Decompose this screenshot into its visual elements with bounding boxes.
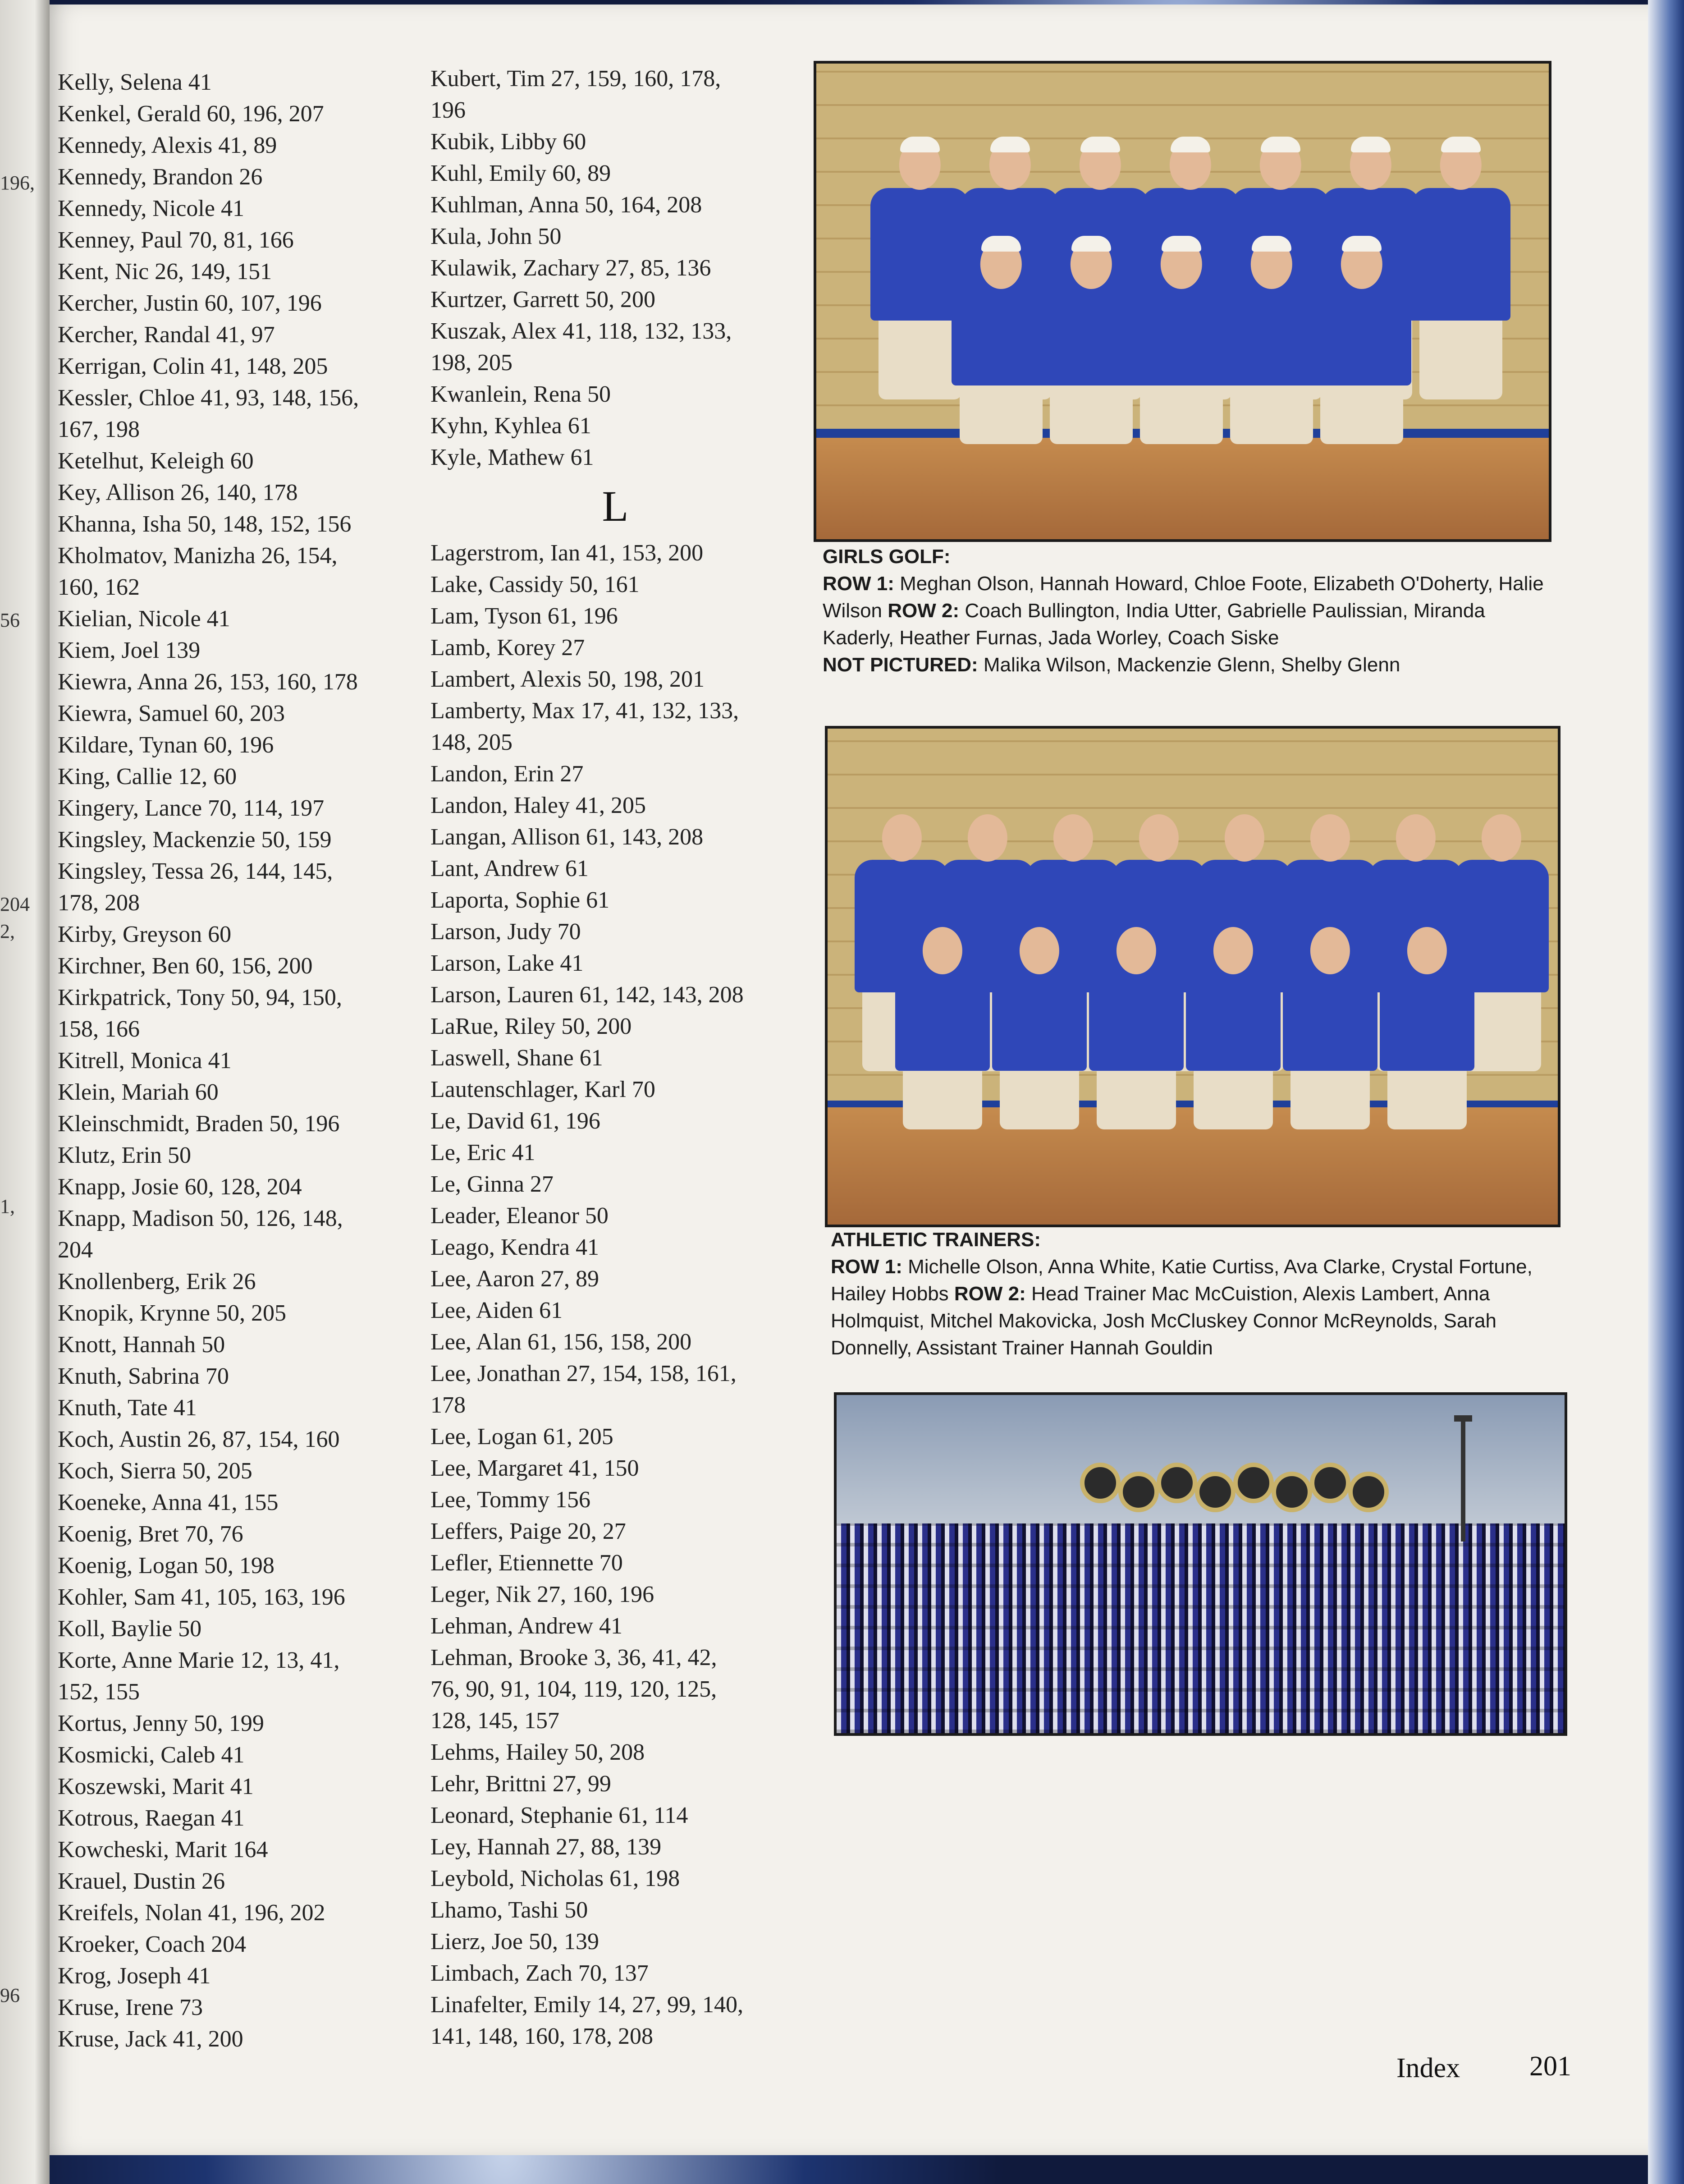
caption-title: GIRLS GOLF:	[823, 546, 951, 568]
girls-golf-caption	[823, 543, 1553, 679]
index-entry: Kula, John 50	[430, 224, 562, 249]
index-entry: Kohler, Sam 41, 105, 163, 196	[58, 1584, 345, 1610]
index-entry: Kubert, Tim 27, 159, 160, 178,	[430, 66, 721, 92]
index-entry: Lehman, Brooke 3, 36, 41, 42,	[430, 1645, 717, 1670]
index-entry: Kiewra, Anna 26, 153, 160, 178	[58, 669, 358, 695]
index-entry: Knollenberg, Erik 26	[58, 1269, 256, 1294]
index-entry: Knopik, Krynne 50, 205	[58, 1300, 286, 1326]
caption-row-label: ROW 1:	[831, 1256, 902, 1278]
sousaphone-bell	[1080, 1463, 1121, 1503]
index-entry: Kenkel, Gerald 60, 196, 207	[58, 101, 324, 127]
index-entry: Lant, Andrew 61	[430, 856, 589, 881]
photo-figure	[1411, 140, 1510, 456]
index-entry: Kielian, Nicole 41	[58, 606, 230, 632]
index-entry: Lee, Logan 61, 205	[430, 1424, 613, 1450]
index-column-k-l	[430, 63, 800, 2052]
index-entry: Lee, Jonathan 27, 154, 158, 161,	[430, 1361, 737, 1386]
index-entry: 198, 205	[430, 350, 513, 376]
photo-figure	[895, 927, 990, 1161]
athletic-trainers-caption	[831, 1226, 1561, 1362]
index-entry: King, Callie 12, 60	[58, 764, 237, 789]
index-entry: Linafelter, Emily 14, 27, 99, 140,	[430, 1992, 744, 2018]
margin-fragment: 2,	[0, 920, 15, 942]
page-edge	[1648, 0, 1684, 2184]
index-entry: Ketelhut, Keleigh 60	[58, 448, 254, 474]
index-entry: Kelly, Selena 41	[58, 69, 212, 95]
photo-figure	[1042, 239, 1141, 474]
index-entry: 141, 148, 160, 178, 208	[430, 2023, 653, 2049]
marching-band-photo	[834, 1392, 1567, 1736]
sousaphone-bell	[1195, 1472, 1236, 1512]
index-entry: 178, 208	[58, 890, 140, 916]
margin-fragment: 56	[0, 609, 20, 631]
margin-fragment: 204	[0, 893, 30, 915]
index-entry: Kuhl, Emily 60, 89	[430, 161, 611, 186]
index-entry: 167, 198	[58, 417, 140, 442]
index-entry: Lehman, Andrew 41	[430, 1613, 623, 1639]
footer-section-name: Index	[1396, 2053, 1460, 2083]
margin-fragment: 196,	[0, 172, 35, 194]
index-entry: Koch, Austin 26, 87, 154, 160	[58, 1427, 340, 1452]
index-entry: Langan, Allison 61, 143, 208	[430, 824, 704, 850]
page-number: 201	[1529, 2051, 1571, 2082]
caption-row-names: Meghan Olson, Hannah Howard, Chloe Foote, Elizabeth O'Doherty, Halie Wilson	[823, 573, 1544, 622]
index-entry: Koenig, Logan 50, 198	[58, 1553, 275, 1578]
index-entry: Kruse, Jack 41, 200	[58, 2026, 243, 2052]
index-entry: Kuhlman, Anna 50, 164, 208	[430, 192, 702, 218]
index-entry: Kyle, Mathew 61	[430, 445, 594, 470]
index-entry: Kildare, Tynan 60, 196	[58, 732, 274, 758]
photo-figure	[952, 239, 1051, 474]
index-entry: Lee, Margaret 41, 150	[430, 1455, 639, 1481]
girls-golf-photo	[814, 61, 1551, 542]
index-entry: Krauel, Dustin 26	[58, 1868, 225, 1894]
index-entry: Leger, Nik 27, 160, 196	[430, 1582, 654, 1607]
caption-title: ATHLETIC TRAINERS:	[831, 1229, 1041, 1251]
caption-row-label: NOT PICTURED:	[823, 654, 978, 676]
index-entry: Kingery, Lance 70, 114, 197	[58, 795, 325, 821]
index-entry: Klutz, Erin 50	[58, 1142, 192, 1168]
index-entry: Kulawik, Zachary 27, 85, 136	[430, 255, 711, 281]
index-entry: Kirchner, Ben 60, 156, 200	[58, 953, 313, 979]
index-entry: Kennedy, Alexis 41, 89	[58, 133, 277, 158]
index-entry: Kirby, Greyson 60	[58, 922, 232, 947]
index-entry: Knapp, Josie 60, 128, 204	[58, 1174, 302, 1200]
sousaphone-bell	[1348, 1472, 1389, 1512]
index-entry: Lhamo, Tashi 50	[430, 1897, 588, 1923]
photo-figure	[1222, 239, 1321, 474]
index-entry: Lamberty, Max 17, 41, 132, 133,	[430, 698, 739, 724]
index-entry: Kwanlein, Rena 50	[430, 381, 611, 407]
photo-figure	[1380, 927, 1474, 1161]
index-entry: Kiem, Joel 139	[58, 638, 201, 663]
index-entry: 76, 90, 91, 104, 119, 120, 125,	[430, 1676, 717, 1702]
sousaphone-bell	[1157, 1463, 1197, 1503]
index-entry: Leffers, Paige 20, 27	[430, 1519, 626, 1544]
index-entry: LaRue, Riley 50, 200	[430, 1014, 632, 1039]
index-entry: Laswell, Shane 61	[430, 1045, 603, 1071]
index-entry: Leader, Eleanor 50	[430, 1203, 609, 1229]
index-entry: Lee, Aiden 61	[430, 1298, 563, 1323]
previous-page-edge	[0, 0, 50, 2184]
index-entry: Kruse, Irene 73	[58, 1995, 203, 2020]
index-entry: Kurtzer, Garrett 50, 200	[430, 287, 655, 312]
index-entry: Kuszak, Alex 41, 118, 132, 133,	[430, 318, 732, 344]
index-entry: Lehr, Brittni 27, 99	[430, 1771, 611, 1797]
caption-row-names: Coach Bullington, India Utter, Gabrielle Paulissian, Miranda Kaderly, Heather Furnas, Jada Worley, Coach Siske	[823, 600, 1485, 649]
sousaphone-bell	[1233, 1463, 1274, 1503]
index-entry: Knuth, Sabrina 70	[58, 1363, 229, 1389]
sousaphone-bell	[1118, 1472, 1159, 1512]
caption-row-names: Michelle Olson, Anna White, Katie Curtiss, Ava Clarke, Crystal Fortune, Hailey Hobbs	[831, 1256, 1533, 1305]
index-entry: Kercher, Justin 60, 107, 196	[58, 290, 322, 316]
index-entry: Lautenschlager, Karl 70	[430, 1077, 655, 1102]
index-entry: Larson, Judy 70	[430, 919, 581, 945]
sousaphone-bell	[1272, 1472, 1312, 1512]
index-entry: Lee, Aaron 27, 89	[430, 1266, 599, 1292]
index-entry: Koeneke, Anna 41, 155	[58, 1490, 279, 1515]
index-entry: Korte, Anne Marie 12, 13, 41,	[58, 1647, 340, 1673]
index-entry: 148, 205	[430, 730, 513, 755]
index-entry: Kirkpatrick, Tony 50, 94, 150,	[58, 985, 342, 1010]
index-entry: 204	[58, 1237, 93, 1263]
index-entry: Kotrous, Raegan 41	[58, 1805, 245, 1831]
index-entry: Koenig, Bret 70, 76	[58, 1521, 243, 1547]
index-entry: 128, 145, 157	[430, 1708, 559, 1734]
index-entry: Knapp, Madison 50, 126, 148,	[58, 1206, 343, 1231]
index-entry: Kitrell, Monica 41	[58, 1048, 232, 1074]
index-entry: Krog, Joseph 41	[58, 1963, 211, 1989]
index-entry: Kessler, Chloe 41, 93, 148, 156,	[58, 385, 359, 411]
section-letter: L	[602, 482, 629, 530]
index-entry: Lambert, Alexis 50, 198, 201	[430, 666, 705, 692]
index-entry: Klein, Mariah 60	[58, 1079, 219, 1105]
index-entry: Leonard, Stephanie 61, 114	[430, 1803, 688, 1828]
index-entry: Kholmatov, Manizha 26, 154,	[58, 543, 338, 569]
margin-fragment: 96	[0, 1984, 20, 2006]
index-entry: Leybold, Nicholas 61, 198	[430, 1866, 680, 1891]
index-entry: Kroeker, Coach 204	[58, 1932, 247, 1957]
photo-figure	[1186, 927, 1281, 1161]
index-entry: Kreifels, Nolan 41, 196, 202	[58, 1900, 325, 1926]
index-entry: Knott, Hannah 50	[58, 1332, 225, 1358]
index-entry: Kenney, Paul 70, 81, 166	[58, 227, 294, 253]
photo-figure	[1283, 927, 1377, 1161]
index-entry: Khanna, Isha 50, 148, 152, 156	[58, 511, 352, 537]
index-entry: Kortus, Jenny 50, 199	[58, 1711, 264, 1736]
index-entry: Lake, Cassidy 50, 161	[430, 572, 640, 597]
index-entry: Kowcheski, Marit 164	[58, 1837, 268, 1863]
index-entry: Kyhn, Kyhlea 61	[430, 413, 591, 439]
caption-row-label: ROW 2:	[888, 600, 960, 622]
index-entry: Koch, Sierra 50, 205	[58, 1458, 252, 1484]
index-entry: Larson, Lake 41	[430, 950, 584, 976]
caption-row-names: Malika Wilson, Mackenzie Glenn, Shelby Glenn	[978, 654, 1400, 676]
index-entry: Kercher, Randal 41, 97	[58, 322, 275, 348]
index-entry: 196	[430, 97, 466, 123]
photo-figure	[1312, 239, 1411, 474]
index-entry: Lierz, Joe 50, 139	[430, 1929, 599, 1955]
sousaphone-bell	[1310, 1463, 1350, 1503]
index-entry: Lam, Tyson 61, 196	[430, 603, 618, 629]
index-column-k	[58, 67, 409, 2055]
index-entry: Landon, Erin 27	[430, 761, 584, 787]
index-entry: Lamb, Korey 27	[430, 635, 585, 661]
index-entry: Le, David 61, 196	[430, 1108, 600, 1134]
caption-row-label: ROW 2:	[954, 1283, 1026, 1305]
caption-row-names: Head Trainer Mac McCuistion, Alexis Lambert, Anna Holmquist, Mitchel Makovicka, Josh McCluskey Connor McReynolds, Sarah Donnelly, Assistant Trainer Hannah Gouldin	[831, 1283, 1496, 1359]
index-entry: Lee, Tommy 156	[430, 1487, 591, 1513]
index-entry: Knuth, Tate 41	[58, 1395, 197, 1421]
index-entry: Koszewski, Marit 41	[58, 1774, 254, 1799]
photo-figure	[1132, 239, 1231, 474]
index-entry: Ley, Hannah 27, 88, 139	[430, 1834, 662, 1860]
index-entry: Kiewra, Samuel 60, 203	[58, 701, 285, 726]
index-entry: Kingsley, Mackenzie 50, 159	[58, 827, 332, 853]
index-entry: Lee, Alan 61, 156, 158, 200	[430, 1329, 692, 1355]
index-entry: Le, Ginna 27	[430, 1171, 554, 1197]
index-entry: Larson, Lauren 61, 142, 143, 208	[430, 982, 744, 1008]
caption-row-label: ROW 1:	[823, 573, 894, 595]
index-entry: Kent, Nic 26, 149, 151	[58, 259, 272, 284]
index-entry: Koll, Baylie 50	[58, 1616, 202, 1642]
photo-figure	[992, 927, 1087, 1161]
index-entry: 160, 162	[58, 574, 140, 600]
margin-fragment: 1,	[0, 1195, 15, 1217]
index-entry: Lehms, Hailey 50, 208	[430, 1739, 645, 1765]
index-entry: Kleinschmidt, Braden 50, 196	[58, 1111, 340, 1137]
index-entry: Landon, Haley 41, 205	[430, 793, 646, 818]
index-entry: Kennedy, Nicole 41	[58, 196, 244, 221]
index-entry: Limbach, Zach 70, 137	[430, 1960, 649, 1986]
index-entry: Kerrigan, Colin 41, 148, 205	[58, 353, 328, 379]
index-entry: Leago, Kendra 41	[430, 1234, 599, 1260]
index-entry: Kubik, Libby 60	[430, 129, 586, 155]
index-entry: Le, Eric 41	[430, 1140, 535, 1165]
index-entry: Kennedy, Brandon 26	[58, 164, 263, 190]
index-entry: 152, 155	[58, 1679, 140, 1705]
index-entry: Lagerstrom, Ian 41, 153, 200	[430, 540, 704, 566]
index-entry: 178	[430, 1392, 466, 1418]
index-entry: Lefler, Etiennette 70	[430, 1550, 623, 1576]
photo-figure	[1089, 927, 1184, 1161]
index-entry: 158, 166	[58, 1016, 140, 1042]
index-entry: Key, Allison 26, 140, 178	[58, 480, 298, 505]
athletic-trainers-photo	[825, 726, 1560, 1227]
index-entry: Laporta, Sophie 61	[430, 887, 610, 913]
index-entry: Kingsley, Tessa 26, 144, 145,	[58, 858, 333, 884]
index-entry: Kosmicki, Caleb 41	[58, 1742, 245, 1768]
